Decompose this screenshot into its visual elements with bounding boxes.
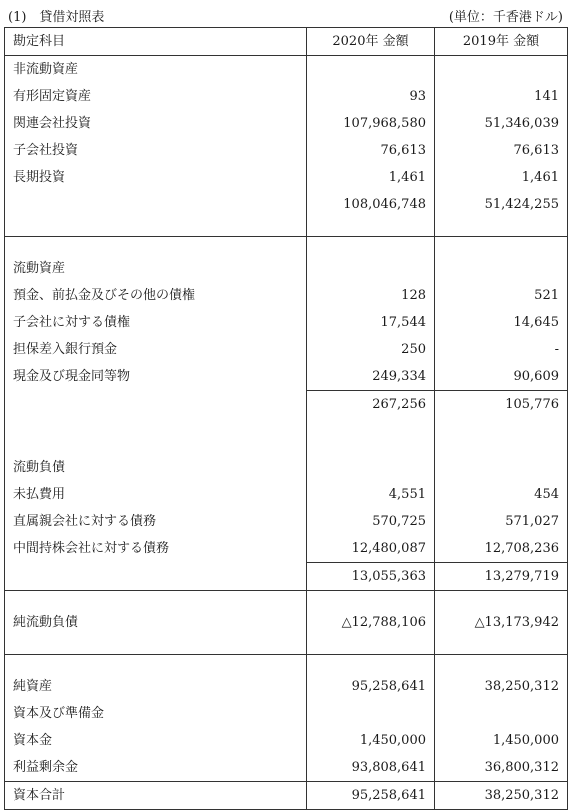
value-2019: 141 <box>435 83 568 110</box>
value-2019: - <box>435 336 568 363</box>
subtotal-row <box>5 191 568 218</box>
value-2020: 12,480,087 <box>307 535 435 563</box>
value-2019: 1,450,000 <box>435 727 568 754</box>
table-caption <box>8 6 563 26</box>
row-label: 資本合計 <box>5 782 307 810</box>
value-2020: △12,788,106 <box>307 609 435 636</box>
value-2020: 107,968,580 <box>307 110 435 137</box>
section-spacer <box>5 436 568 454</box>
balance-sheet-table <box>4 27 568 810</box>
table-row <box>5 508 568 535</box>
value-2020: 250 <box>307 336 435 363</box>
subtotal-2019: 51,424,255 <box>435 191 568 218</box>
table-row <box>5 83 568 110</box>
table-row <box>5 481 568 508</box>
row-label: 現金及び現金同等物 <box>5 363 307 391</box>
value-2019: 521 <box>435 282 568 309</box>
subtotal-row <box>5 391 568 419</box>
table-row <box>5 309 568 336</box>
value-2019: 1,461 <box>435 164 568 191</box>
value-2019: 12,708,236 <box>435 535 568 563</box>
header-item: 勘定科目 <box>5 28 307 56</box>
row-label: 未払費用 <box>5 481 307 508</box>
total-row <box>5 782 568 810</box>
value-2020: 95,258,641 <box>307 673 435 700</box>
table-row <box>5 336 568 363</box>
table-row <box>5 164 568 191</box>
row-label: 純流動負債 <box>5 609 307 636</box>
value-2019: 76,613 <box>435 137 568 164</box>
value-2019: 571,027 <box>435 508 568 535</box>
value-2020: 76,613 <box>307 137 435 164</box>
row-label: 中間持株会社に対する債務 <box>5 535 307 563</box>
value-2019: 454 <box>435 481 568 508</box>
section-spacer <box>5 636 568 655</box>
section-spacer <box>5 418 568 436</box>
table-row <box>5 673 568 700</box>
header-2019: 2019年 金額 <box>435 28 568 56</box>
table-row <box>5 609 568 636</box>
value-2020: 17,544 <box>307 309 435 336</box>
row-label: 直属親会社に対する債務 <box>5 508 307 535</box>
value-2019: 14,645 <box>435 309 568 336</box>
row-label: 関連会社投資 <box>5 110 307 137</box>
row-label: 子会社投資 <box>5 137 307 164</box>
header-2020: 2020年 金額 <box>307 28 435 56</box>
section-heading-row <box>5 454 568 481</box>
section-heading: 流動資産 <box>5 255 307 282</box>
table-row <box>5 754 568 782</box>
table-row <box>5 282 568 309</box>
header-row <box>5 28 568 56</box>
table-row <box>5 727 568 754</box>
section-spacer <box>5 237 568 256</box>
section-spacer <box>5 655 568 674</box>
row-label: 利益剰余金 <box>5 754 307 782</box>
section-heading: 非流動資産 <box>5 56 307 84</box>
section-heading-row <box>5 56 568 84</box>
section-heading: 流動負債 <box>5 454 307 481</box>
subtotal-2020: 267,256 <box>307 391 435 419</box>
total-2019: 38,250,312 <box>435 782 568 810</box>
value-2019: 38,250,312 <box>435 673 568 700</box>
value-2019: 51,346,039 <box>435 110 568 137</box>
section-heading-row <box>5 255 568 282</box>
value-2020: 93 <box>307 83 435 110</box>
section-heading-row <box>5 700 568 727</box>
total-2020: 95,258,641 <box>307 782 435 810</box>
value-2020: 128 <box>307 282 435 309</box>
value-2020: 570,725 <box>307 508 435 535</box>
value-2019: △13,173,942 <box>435 609 568 636</box>
section-spacer <box>5 591 568 610</box>
row-label: 純資産 <box>5 673 307 700</box>
value-2020: 1,461 <box>307 164 435 191</box>
row-label: 有形固定資産 <box>5 83 307 110</box>
row-label: 担保差入銀行預金 <box>5 336 307 363</box>
value-2020: 249,334 <box>307 363 435 391</box>
value-2019: 90,609 <box>435 363 568 391</box>
value-2019: 36,800,312 <box>435 754 568 782</box>
subtotal-2019: 105,776 <box>435 391 568 419</box>
value-2020: 4,551 <box>307 481 435 508</box>
table-row <box>5 137 568 164</box>
table-row <box>5 110 568 137</box>
row-label: 長期投資 <box>5 164 307 191</box>
value-2020: 93,808,641 <box>307 754 435 782</box>
section-spacer <box>5 218 568 237</box>
section-heading: 資本及び準備金 <box>5 700 307 727</box>
subtotal-2020: 108,046,748 <box>307 191 435 218</box>
subtotal-2019: 13,279,719 <box>435 563 568 591</box>
row-label: 子会社に対する債権 <box>5 309 307 336</box>
row-label: 資本金 <box>5 727 307 754</box>
table-row <box>5 363 568 391</box>
table-row <box>5 535 568 563</box>
subtotal-row <box>5 563 568 591</box>
row-label: 預金、前払金及びその他の債権 <box>5 282 307 309</box>
value-2020: 1,450,000 <box>307 727 435 754</box>
unit-note: (単位：千香港ドル) <box>448 10 563 25</box>
subtotal-2020: 13,055,363 <box>307 563 435 591</box>
table-title: (1) 貸借対照表 <box>8 10 105 25</box>
